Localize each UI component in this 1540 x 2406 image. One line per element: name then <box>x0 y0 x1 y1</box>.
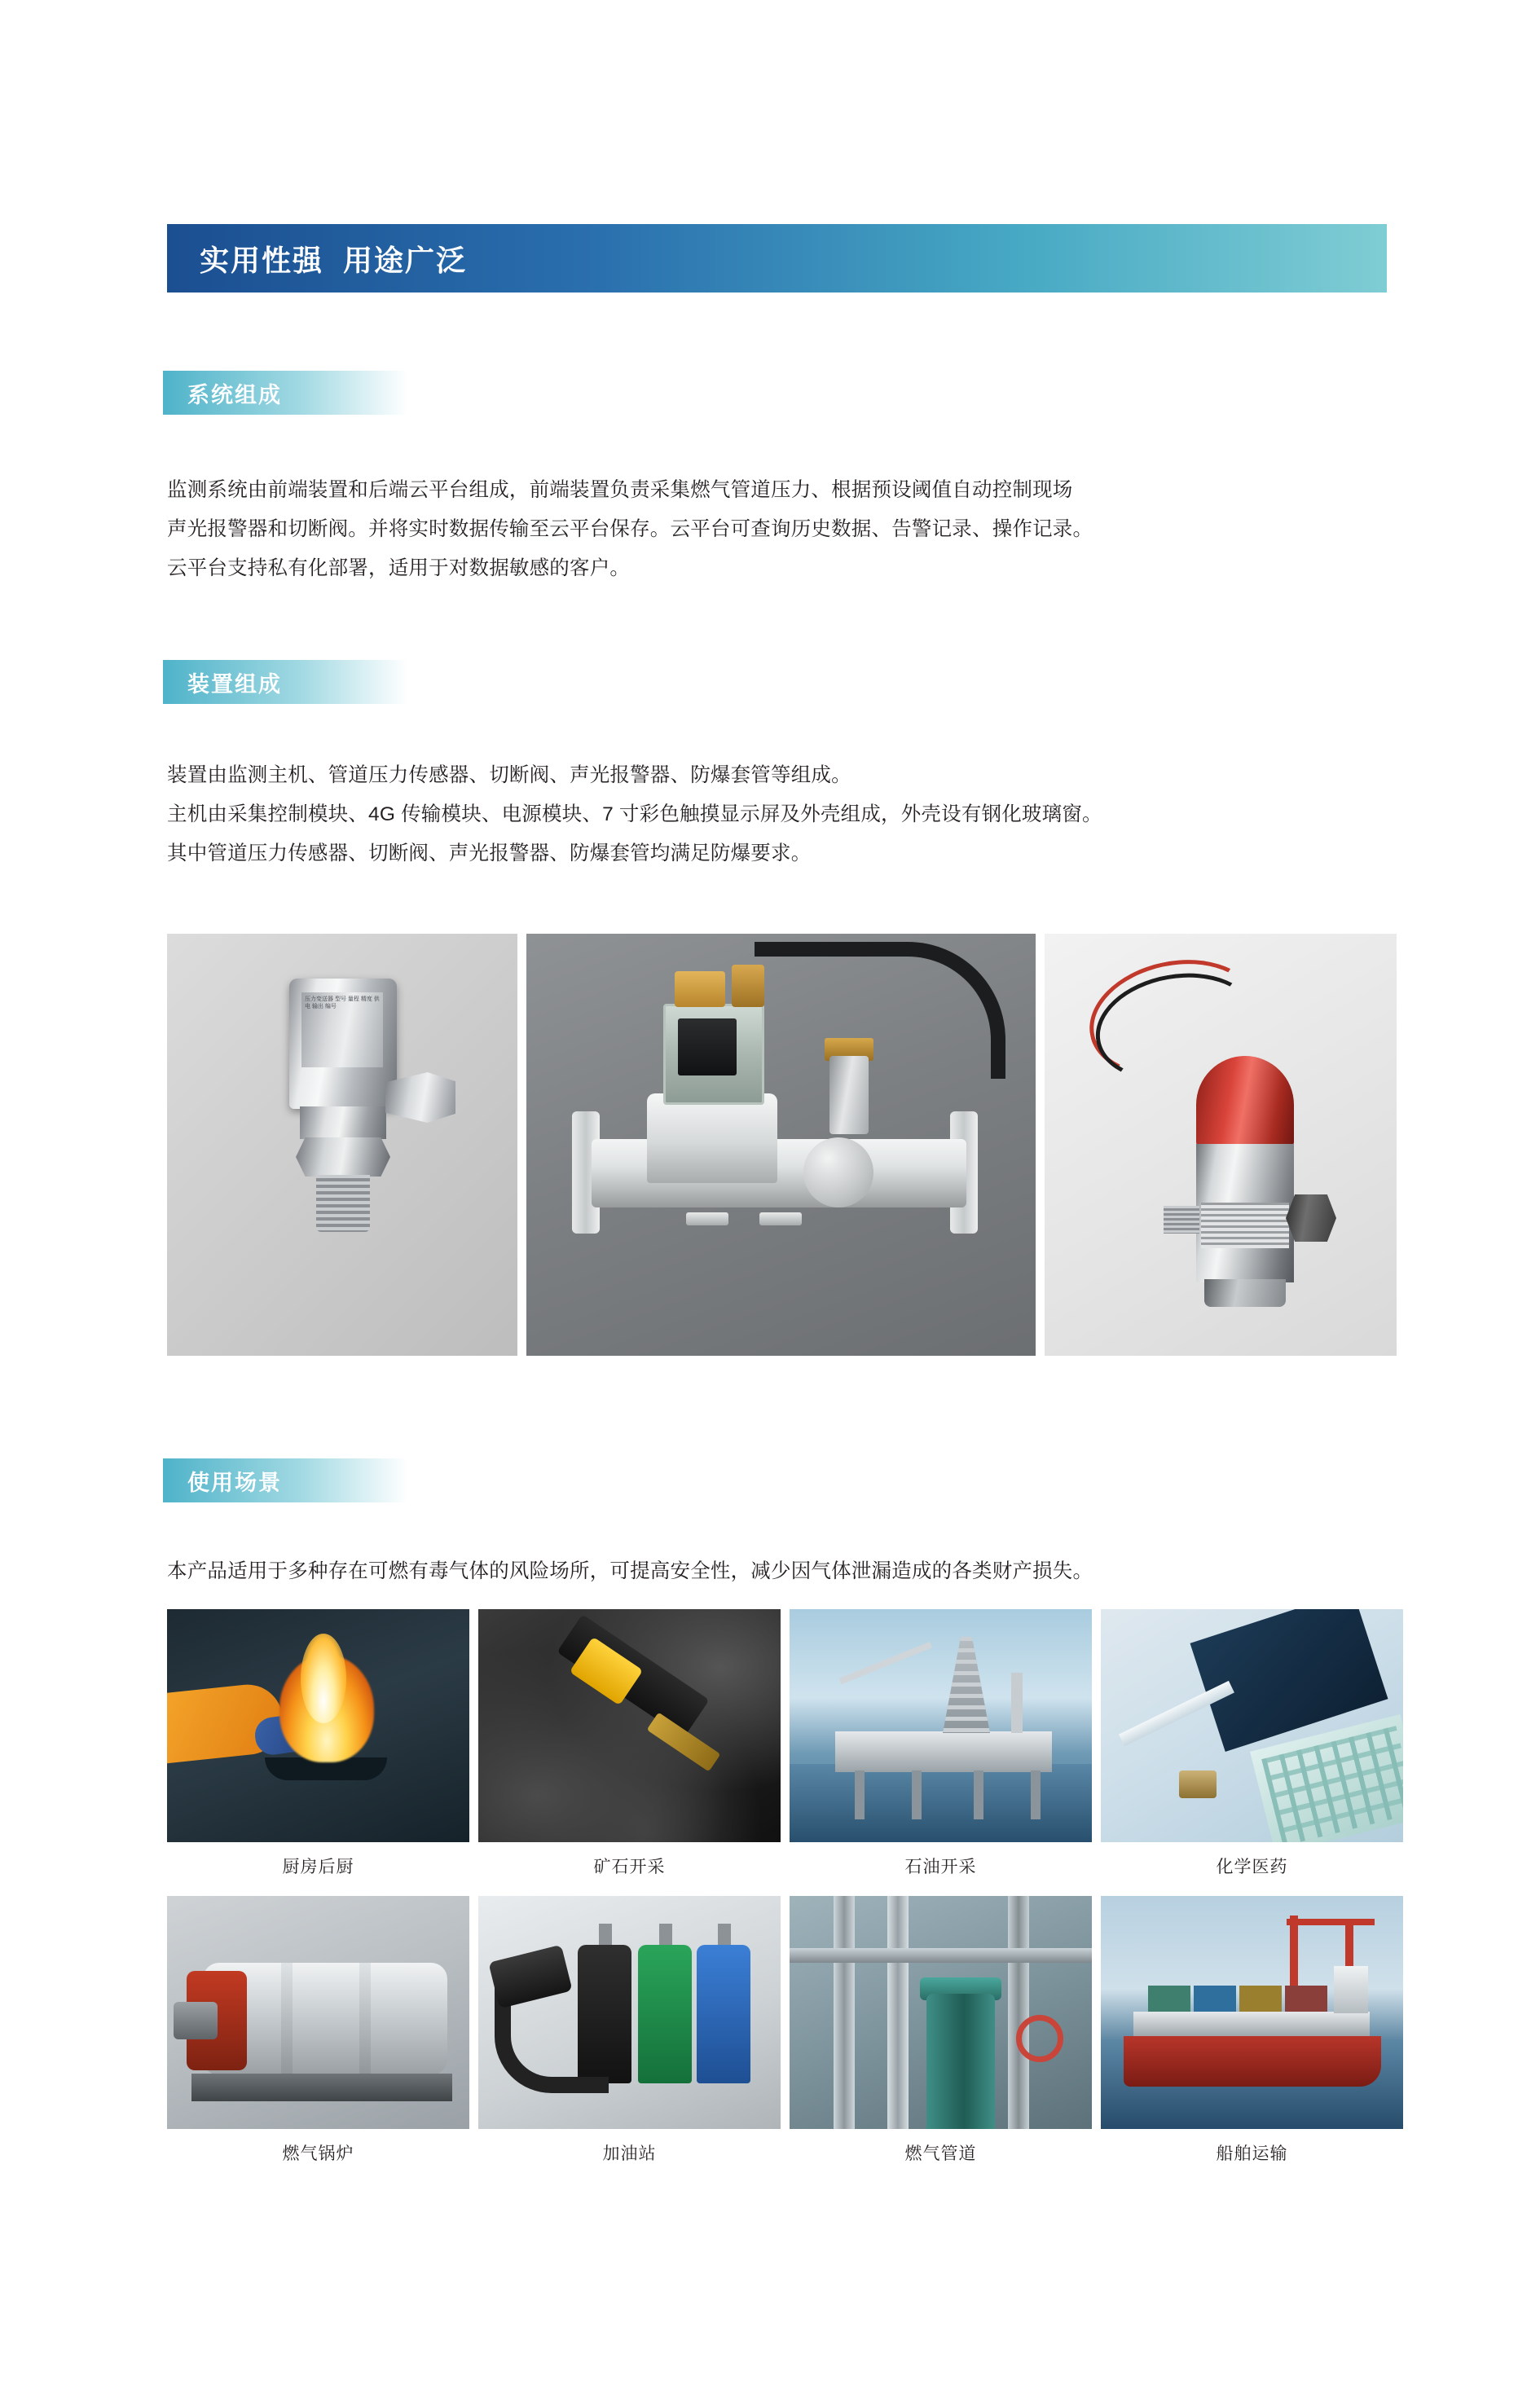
scene-image-pipe <box>790 1896 1092 2129</box>
ship-hull <box>1124 2036 1381 2087</box>
scene-image-oil <box>790 1609 1092 1842</box>
brass-fitting-a <box>675 971 725 1007</box>
alarm-base <box>1204 1279 1286 1307</box>
shipping-container <box>1239 1986 1282 2013</box>
section-tag-device-label: 装置组成 <box>187 671 282 697</box>
scene-caption: 化学医药 <box>1216 1858 1288 1876</box>
ship-deck <box>1133 2012 1370 2038</box>
ore-rock <box>478 1609 781 1842</box>
boiler-band <box>281 1963 293 2075</box>
vertical-pipe <box>1008 1896 1029 2129</box>
system-line-2: 声光报警器和切断阀。并将实时数据传输至云平台保存。云平台可查询历史数据、告警记录、操作记录。 <box>167 518 1093 540</box>
boiler-band <box>359 1963 371 2075</box>
scene-item-oil <box>790 1609 1092 1878</box>
valve-stud-b <box>759 1212 802 1225</box>
section-tag-system-label: 系统组成 <box>187 382 282 407</box>
scene-item-kitchen <box>167 1609 469 1878</box>
device-photo-row <box>167 934 1397 1356</box>
scene-image-mine <box>478 1609 781 1842</box>
page-banner <box>167 224 1387 293</box>
boiler-base <box>191 2074 452 2101</box>
system-line-1: 监测系统由前端装置和后端云平台组成，前端装置负责采集燃气管道压力、根据预设阈值自动控制现场 <box>167 479 1073 501</box>
scene-caption: 矿石开采 <box>593 1858 666 1876</box>
alarm-red-dome <box>1196 1056 1294 1146</box>
scene-grid <box>167 1609 1396 2171</box>
device-line-3: 其中管道压力传感器、切断阀、声光报警器、防爆套管均满足防爆要求。 <box>167 842 812 864</box>
section-tag-system <box>163 371 407 415</box>
horizontal-pipe <box>790 1948 1092 1963</box>
section-tag-scene <box>163 1458 407 1502</box>
alarm-thread <box>1164 1206 1199 1234</box>
sensor-neck <box>300 1106 386 1139</box>
valve-body <box>647 1093 777 1183</box>
scene-row-1 <box>167 1609 1396 1878</box>
shutoff-valve-photo <box>526 934 1036 1356</box>
scene-image-boiler <box>167 1896 469 2129</box>
system-paragraph <box>167 471 1397 588</box>
section-tag-device <box>163 660 407 704</box>
drilling-derrick <box>943 1637 990 1733</box>
scene-caption: 石油开采 <box>904 1858 977 1876</box>
pressure-sensor-photo <box>167 934 517 1356</box>
scene-image-ship <box>1101 1896 1403 2129</box>
scene-caption: 船舶运输 <box>1216 2144 1288 2163</box>
scene-row-2 <box>167 1896 1396 2165</box>
scene-intro-line: 本产品适用于多种存在可燃有毒气体的风险场所，可提高安全性，减少因气体泄漏造成的各类财产损失。 <box>167 1560 1093 1582</box>
scene-caption: 厨房后厨 <box>282 1858 354 1876</box>
flame-core-icon <box>301 1634 346 1723</box>
platform-leg <box>912 1770 922 1819</box>
sensor-nameplate: 压力变送器 型号 量程 精度 供电 输出 编号 <box>301 992 383 1067</box>
device-line-2: 主机由采集控制模块、4G 传输模块、电源模块、7 寸彩色触摸显示屏及外壳组成，外壳设有钢化玻璃窗。 <box>167 803 1102 825</box>
sensor-side-connector <box>385 1072 455 1123</box>
scene-item-ship <box>1101 1896 1403 2165</box>
scene-caption: 燃气管道 <box>904 2144 977 2163</box>
scene-item-boiler <box>167 1896 469 2165</box>
valve-end-plug <box>803 1137 873 1207</box>
ship-bridge <box>1334 1966 1368 2013</box>
alarm-cable-gland <box>1286 1194 1336 1242</box>
audible-visual-alarm-photo <box>1045 934 1397 1356</box>
shipping-container <box>1285 1986 1327 2013</box>
banner-title: 实用性强 用途广泛 <box>200 243 468 277</box>
scene-item-chem <box>1101 1609 1403 1878</box>
sensor-thread <box>316 1175 370 1232</box>
platform-crane <box>839 1642 932 1684</box>
platform-leg <box>1031 1770 1041 1819</box>
platform-deck <box>835 1731 1052 1772</box>
shipping-container <box>1194 1986 1236 2013</box>
fuel-nozzle <box>697 1945 750 2083</box>
system-line-3: 云平台支持私有化部署，适用于对数据敏感的客户。 <box>167 557 631 579</box>
scene-caption: 燃气锅炉 <box>282 2144 354 2163</box>
pump-body <box>926 1994 995 2129</box>
solenoid-coil <box>678 1018 737 1075</box>
scene-item-pipe <box>790 1896 1092 2165</box>
valve-stud-a <box>686 1212 728 1225</box>
scene-image-station <box>478 1896 781 2129</box>
scene-intro-paragraph <box>167 1552 1414 1591</box>
vertical-pipe <box>834 1896 855 2129</box>
device-paragraph <box>167 756 1414 873</box>
black-hose <box>755 942 1005 1079</box>
inline-sensor-body <box>829 1056 869 1134</box>
platform-tower <box>1011 1673 1023 1733</box>
red-handwheel-valve <box>1016 2015 1063 2062</box>
scene-image-chem <box>1101 1609 1403 1842</box>
vertical-pipe <box>887 1896 909 2129</box>
sea-water <box>790 1764 1092 1842</box>
section-tag-scene-label: 使用场景 <box>187 1470 282 1495</box>
platform-leg <box>855 1770 865 1819</box>
platform-leg <box>974 1770 983 1819</box>
boiler-burner <box>174 2002 218 2039</box>
port-crane-jib <box>1287 1919 1375 1925</box>
scene-caption: 加油站 <box>602 2144 657 2163</box>
shipping-container <box>1148 1986 1190 2013</box>
scene-image-kitchen <box>167 1609 469 1842</box>
scene-item-mine <box>478 1609 781 1878</box>
scene-item-station <box>478 1896 781 2165</box>
alarm-sound-grille <box>1201 1203 1289 1248</box>
sample-cap <box>1179 1770 1217 1798</box>
sensor-hex-nut <box>296 1137 390 1177</box>
fuel-nozzle <box>638 1945 692 2083</box>
device-line-1: 装置由监测主机、管道压力传感器、切断阀、声光报警器、防爆套管等组成。 <box>167 764 851 786</box>
